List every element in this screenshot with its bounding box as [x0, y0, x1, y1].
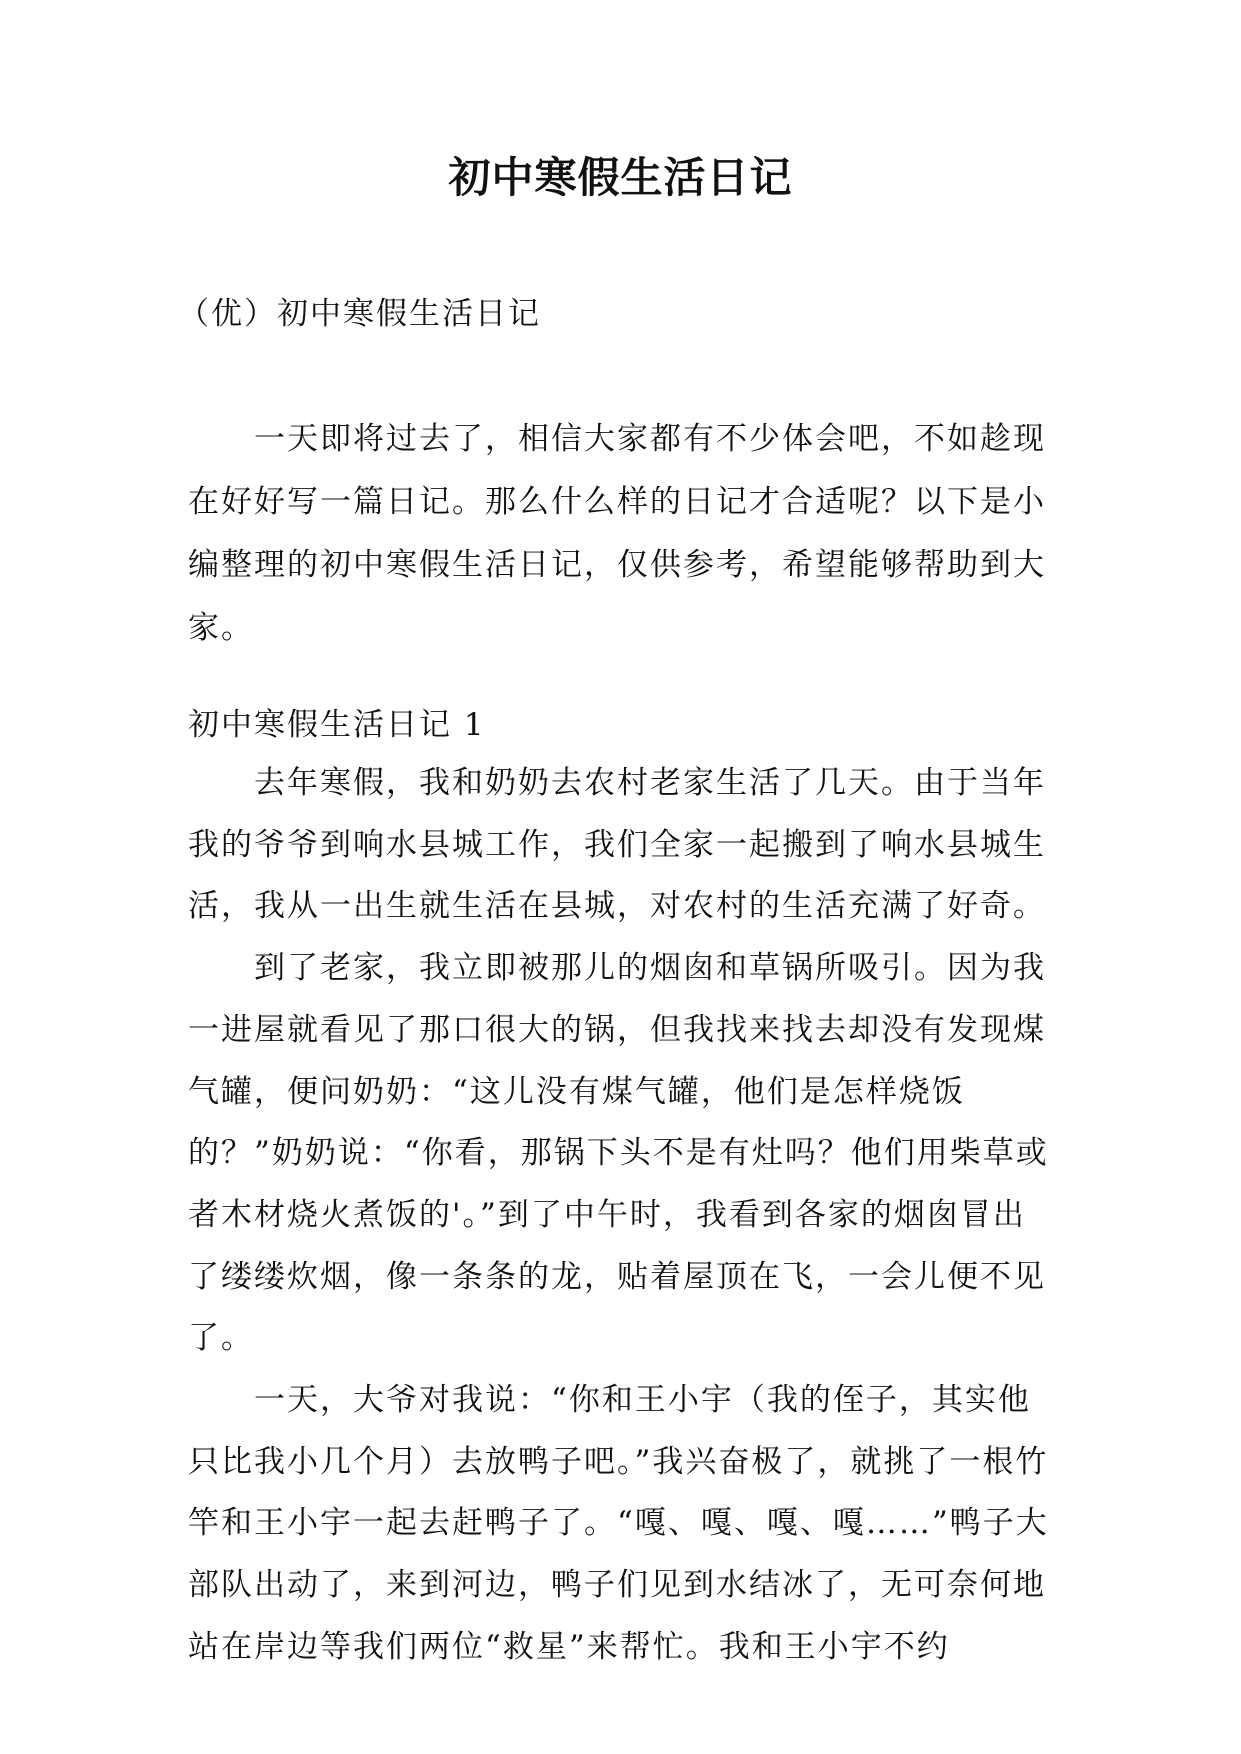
document-subtitle: （优）初中寒假生活日记: [178, 296, 541, 332]
section-heading: 初中寒假生活日记 1: [188, 707, 486, 743]
diary-body: [188, 753, 1058, 1679]
body-paragraph: 去年寒假，我和奶奶去农村老家生活了几天。由于当年我的爷爷到响水县城工作，我们全家一起搬到了响水县城生活，我从一出生就生活在县城，对农村的生活充满了好奇。: [188, 765, 1046, 925]
body-paragraph: 到了老家，我立即被那儿的烟囱和草锅所吸引。因为我一进屋就看见了那口很大的锅，但我找来找去却没有发现煤气罐，便问奶奶：“这儿没有煤气罐，他们是怎样烧饭的？”奶奶说：“你看，那锅下头不是有灶吗？他们用柴草或者木材烧火煮饭的'。”到了中午时，我看到各家的烟囱冒出了缕缕炊烟，像一条条的龙，贴着屋顶在飞，一会儿便不见了。: [188, 950, 1049, 1357]
document-title: 初中寒假生活日记: [448, 153, 793, 202]
intro-text: 一天即将过去了，相信大家都有不少体会吧，不如趁现在好好写一篇日记。那么什么样的日记才合适呢？以下是小编整理的初中寒假生活日记，仅供参考，希望能够帮助到大家。: [188, 421, 1046, 646]
body-paragraph: 一天，大爷对我说：“你和王小宇（我的侄子，其实他只比我小几个月）去放鸭子吧。”我兴奋极了，就挑了一根竹竿和王小宇一起去赶鸭子了。“嘎、嘎、嘎、嘎……”鸭子大部队出动了，来到河边，鸭子们见到水结冰了，无可奈何地站在岸边等我们两位“救星”来帮忙。我和王小宇不约: [188, 1382, 1049, 1665]
intro-paragraph: [188, 408, 1058, 660]
